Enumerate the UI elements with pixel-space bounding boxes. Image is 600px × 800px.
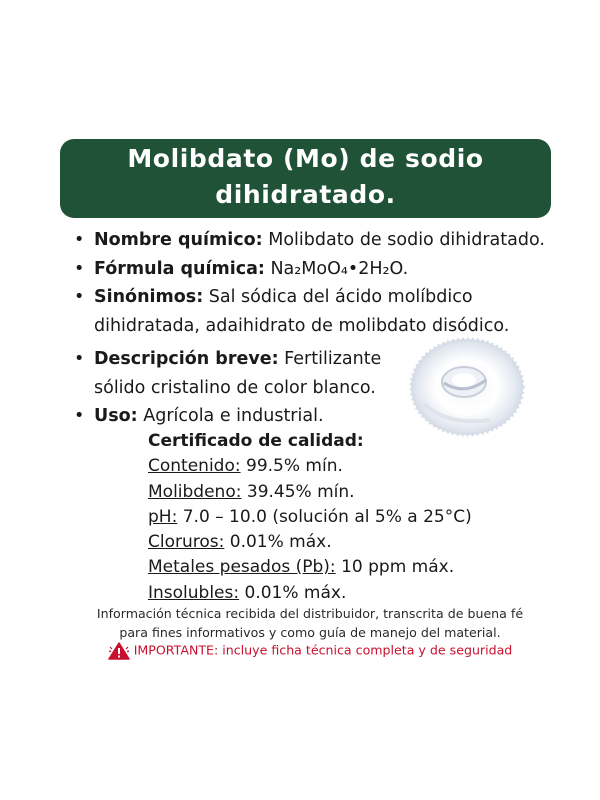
cert-value: 7.0 – 10.0 (solución al 5% a 25°C) <box>182 506 472 527</box>
cert-key: Molibdeno: <box>148 481 242 502</box>
item-value: Na₂MoO₄•2H₂O. <box>270 258 409 279</box>
disclaimer-line-1: Información técnica recibida del distribuidor, transcrita de buena fé <box>96 606 524 621</box>
warning-triangle-icon <box>108 642 130 660</box>
cert-key: Insolubles: <box>148 582 240 603</box>
list-item-descripcion: • Descripción breve: Fertilizante sólido cristalino de color blanco. <box>74 349 382 398</box>
certificate-heading: Certificado de calidad: <box>148 431 364 451</box>
list-item-sinonimos: • Sinónimos: Sal sódica del ácido molíbdico dihidratada, adaihidrato de molibdato disódico. <box>74 287 510 336</box>
cert-row-molibdeno <box>148 480 472 505</box>
item-value-cont: dihidratada, adaihidrato de molibdato disódico. <box>94 315 510 336</box>
item-label: Sinónimos: <box>94 287 204 307</box>
crystal-powder-image <box>408 334 526 438</box>
list-item-uso: • Uso: Agrícola e industrial. <box>74 406 324 426</box>
item-value-cont: sólido cristalino de color blanco. <box>94 377 376 398</box>
important-notice <box>60 642 560 660</box>
cert-value: 0.01% máx. <box>229 532 332 553</box>
cert-row-ph <box>148 505 472 530</box>
cert-key: Contenido: <box>148 456 241 477</box>
item-value: Molibdato de sodio dihidratado. <box>268 230 545 250</box>
cert-row-insolubles <box>148 581 472 606</box>
cert-row-contenido <box>148 454 472 479</box>
item-value: Agrícola e industrial. <box>143 406 324 426</box>
item-label: Uso: <box>94 406 138 426</box>
item-value: Fertilizante <box>284 349 382 369</box>
quality-certificate <box>148 429 472 606</box>
cert-value: 99.5% mín. <box>246 456 343 477</box>
item-label: Nombre químico: <box>94 230 263 250</box>
title-line-2: dihidratado. <box>215 180 396 209</box>
cert-value: 10 ppm máx. <box>341 557 455 578</box>
cert-key: Cloruros: <box>148 532 225 553</box>
list-item-nombre: • Nombre químico: Molibdato de sodio dihidratado. <box>74 230 545 250</box>
title-banner <box>60 139 551 218</box>
item-label: Descripción breve: <box>94 349 279 369</box>
cert-row-metales <box>148 555 472 580</box>
item-label: Fórmula química: <box>94 258 265 279</box>
disclaimer-line-2: para fines informativos y como guía de manejo del material. <box>119 625 501 640</box>
important-text: IMPORTANTE: incluye ficha técnica completa y de seguridad <box>133 642 513 658</box>
item-value: Sal sódica del ácido molíbdico <box>208 287 473 307</box>
list-item-formula: • Fórmula química: Na₂MoO₄•2H₂O. <box>74 258 409 279</box>
cert-key: pH: <box>148 506 178 527</box>
title-line-1: Molibdato (Mo) de sodio <box>127 144 484 173</box>
cert-value: 0.01% máx. <box>244 582 347 603</box>
cert-row-cloruros <box>148 530 472 555</box>
cert-key: Metales pesados (Pb): <box>148 557 336 578</box>
cert-value: 39.45% mín. <box>246 481 355 502</box>
